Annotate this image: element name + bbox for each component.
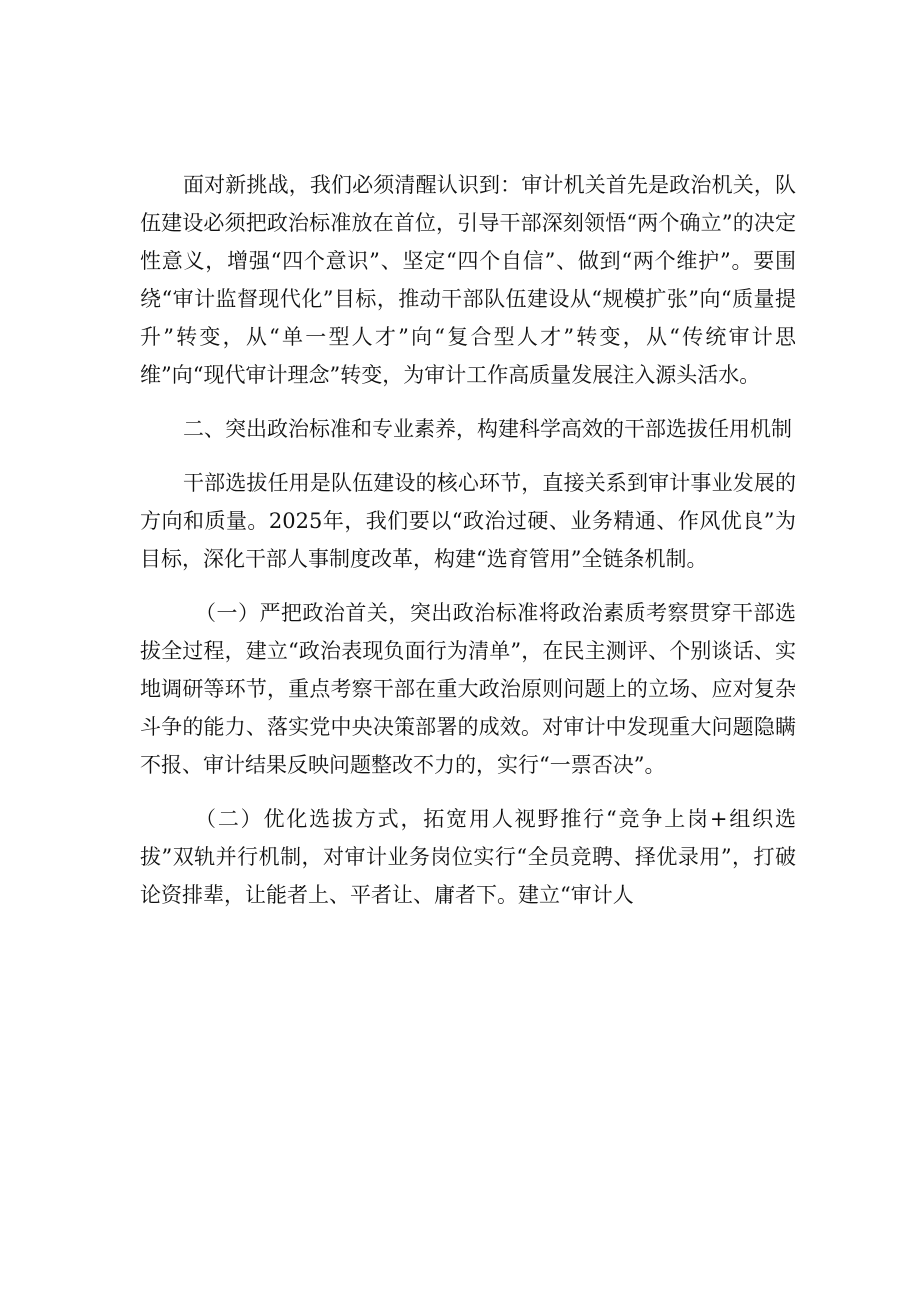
subsection-two: （二）优化选拔方式，拓宽用人视野推行“竞争上岗+组织选拔”双轨并行机制，对审计业务岗位实行“全员竞聘、择优录用”，打破论资排辈，让能者上、平者让、庸者下。建立“审计人 <box>140 807 796 907</box>
document-body <box>140 166 796 930</box>
paragraph-selection-intro: 干部选拔任用是队伍建设的核心环节，直接关系到审计事业发展的方向和质量。2025年，我们要以“政治过硬、业务精通、作风优良”为目标，深化干部人事制度改革，构建“选育管用”全链条机制。 <box>140 471 796 571</box>
paragraph-challenges: 面对新挑战，我们必须清醒认识到：审计机关首先是政治机关，队伍建设必须把政治标准放在首位，引导干部深刻领悟“两个确立”的决定性意义，增强“四个意识”、坚定“四个自信”、做到“两个维护”。要围绕“审计监督现代化”目标，推动干部队伍建设从“规模扩张”向“质量提升”转变，从“单一型人才”向“复合型人才”转变，从“传统审计思维”向“现代审计理念”转变，为审计工作高质量发展注入源头活水。 <box>140 173 796 387</box>
section-heading-two: 二、突出政治标准和专业素养，构建科学高效的干部选拔任用机制 <box>183 417 792 441</box>
subsection-one: （一）严把政治首关，突出政治标准将政治素质考察贯穿干部选拔全过程，建立“政治表现负面行为清单”，在民主测评、个别谈话、实地调研等环节，重点考察干部在重大政治原则问题上的立场、应对复杂斗争的能力、落实党中央决策部署的成效。对审计中发现重大问题隐瞒不报、审计结果反映问题整改不力的，实行“一票否决”。 <box>140 601 796 777</box>
